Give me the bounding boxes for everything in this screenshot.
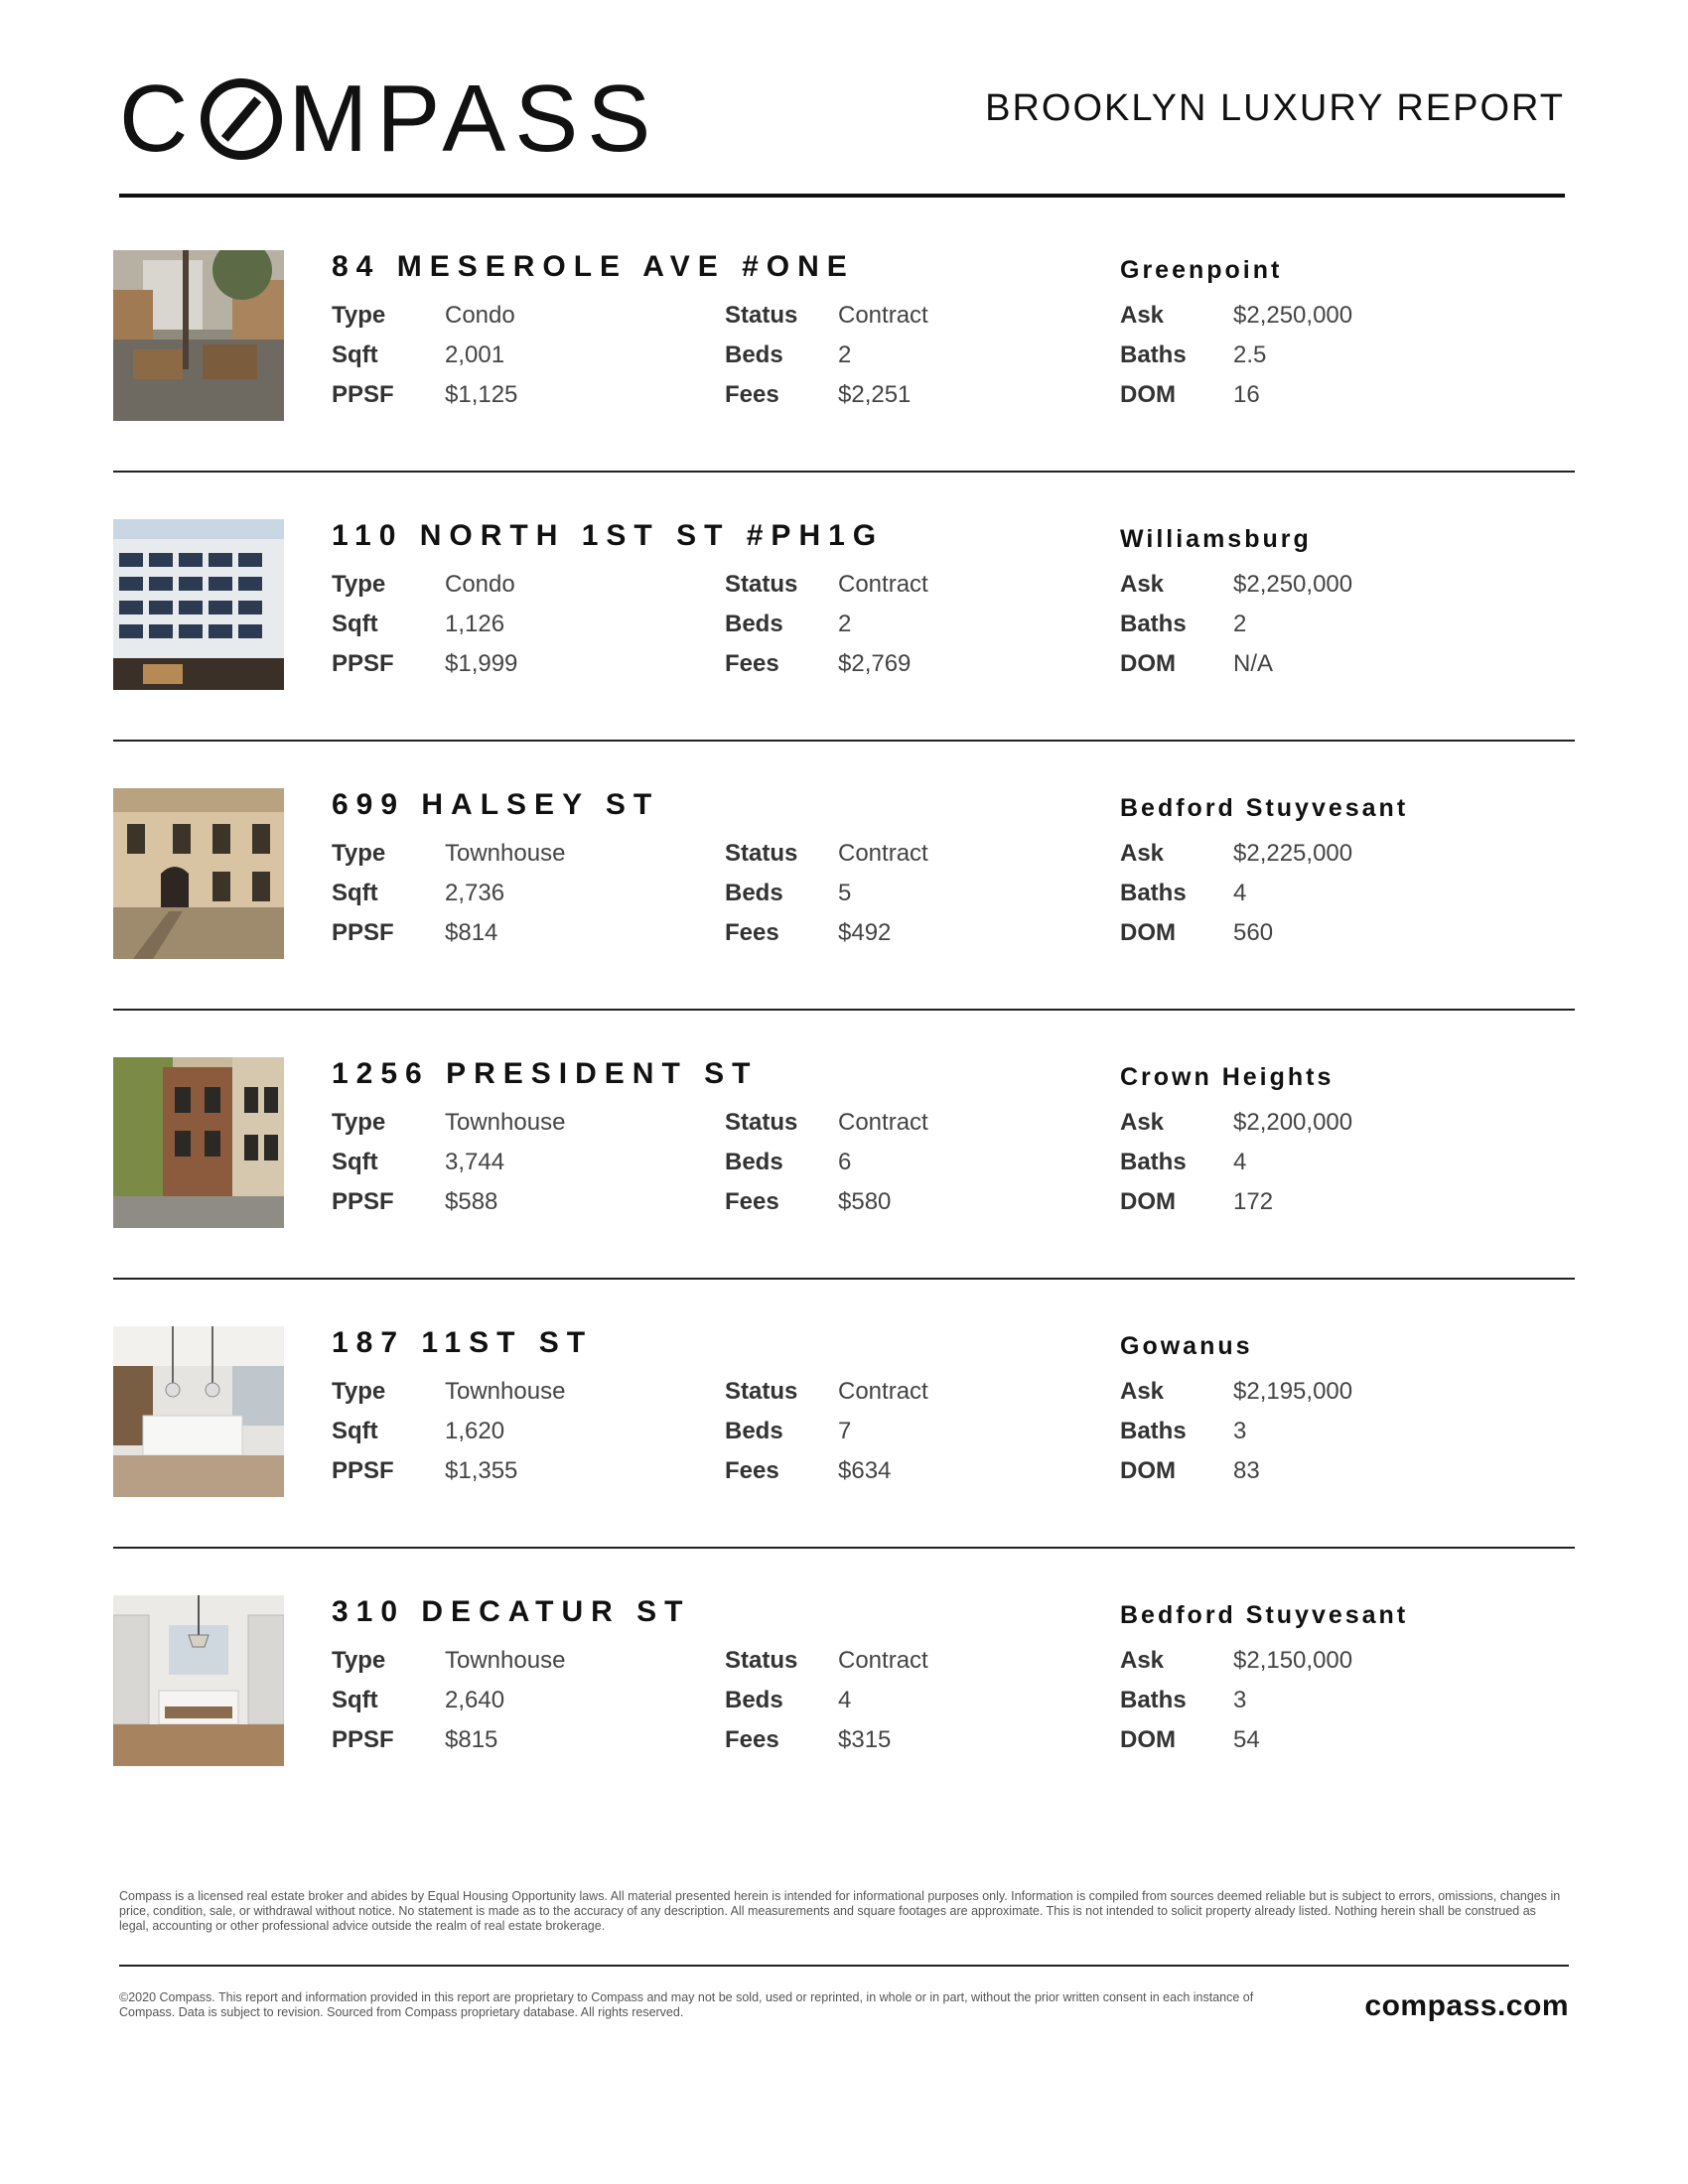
type-label: Type <box>332 302 386 329</box>
ask-value: $2,150,000 <box>1233 1647 1353 1674</box>
dom-label: DOM <box>1120 1188 1176 1215</box>
listing-neighborhood: Crown Heights <box>1120 1063 1335 1091</box>
status-value: Contract <box>838 1378 928 1405</box>
listing-neighborhood: Bedford Stuyvesant <box>1120 794 1409 822</box>
ppsf-value: $1,999 <box>445 650 518 677</box>
ask-value: $2,250,000 <box>1233 302 1353 329</box>
dom-label: DOM <box>1120 1457 1176 1484</box>
sqft-label: Sqft <box>332 341 378 368</box>
baths-label: Baths <box>1120 611 1187 637</box>
listing-divider <box>113 1278 1575 1280</box>
status-value: Contract <box>838 840 928 867</box>
ppsf-label: PPSF <box>332 919 394 946</box>
report-header <box>119 66 1565 199</box>
beds-value: 2 <box>838 611 852 637</box>
ask-label: Ask <box>1120 1109 1165 1136</box>
dom-value: 54 <box>1233 1726 1260 1753</box>
type-value: Townhouse <box>445 1109 566 1136</box>
listing-details <box>332 840 1573 959</box>
fees-value: $315 <box>838 1726 892 1753</box>
listing-address: 84 MESEROLE AVE #ONE <box>332 250 855 283</box>
ppsf-value: $814 <box>445 919 498 946</box>
listing-neighborhood: Williamsburg <box>1120 525 1312 553</box>
beds-label: Beds <box>725 611 783 637</box>
dom-value: N/A <box>1233 650 1274 677</box>
listing-address: 699 HALSEY ST <box>332 788 660 821</box>
type-value: Townhouse <box>445 1378 566 1405</box>
header-divider <box>119 194 1565 198</box>
ppsf-label: PPSF <box>332 1726 394 1753</box>
dom-label: DOM <box>1120 650 1176 677</box>
baths-value: 4 <box>1233 880 1247 906</box>
dom-value: 16 <box>1233 381 1260 408</box>
status-label: Status <box>725 840 798 867</box>
fees-value: $492 <box>838 919 892 946</box>
ask-label: Ask <box>1120 1647 1165 1674</box>
sqft-value: 2,640 <box>445 1687 505 1713</box>
fees-label: Fees <box>725 1188 779 1215</box>
website-link[interactable]: compass.com <box>1364 1989 1569 2022</box>
ask-label: Ask <box>1120 571 1165 598</box>
ask-label: Ask <box>1120 1378 1165 1405</box>
sqft-value: 3,744 <box>445 1149 505 1175</box>
listing-divider <box>113 1547 1575 1549</box>
listing-divider <box>113 471 1575 473</box>
baths-label: Baths <box>1120 1149 1187 1175</box>
ppsf-value: $1,355 <box>445 1457 518 1484</box>
ask-label: Ask <box>1120 302 1165 329</box>
fees-label: Fees <box>725 919 779 946</box>
beds-label: Beds <box>725 1149 783 1175</box>
status-value: Contract <box>838 1109 928 1136</box>
listing-details <box>332 1647 1573 1766</box>
type-value: Condo <box>445 571 515 598</box>
ask-value: $2,250,000 <box>1233 571 1353 598</box>
listing-address: 187 11ST ST <box>332 1326 594 1359</box>
baths-label: Baths <box>1120 341 1187 368</box>
beds-label: Beds <box>725 1418 783 1444</box>
beds-label: Beds <box>725 341 783 368</box>
baths-value: 2.5 <box>1233 341 1267 368</box>
dom-label: DOM <box>1120 381 1176 408</box>
listing-details <box>332 1109 1573 1228</box>
legal-disclaimer: Compass is a licensed real estate broker and abides by Equal Housing Opportunity laws. All material presented herein is intended for informational purposes only. Information is compiled from sources deemed reliable but is subject to errors, omissions, changes in price, condition, sale, or withdrawal without notice. No statement is made as to the accuracy of any description. All measurements and square footages are approximate. This is not intended to solicit property already listed. Nothing herein shall be construed as legal, accounting or other professional advice outside the realm of real estate brokerage. <box>119 1889 1561 1933</box>
fees-value: $634 <box>838 1457 892 1484</box>
ppsf-label: PPSF <box>332 1188 394 1215</box>
ask-label: Ask <box>1120 840 1165 867</box>
listing-card <box>113 250 1575 518</box>
status-label: Status <box>725 571 798 598</box>
listing-neighborhood: Bedford Stuyvesant <box>1120 1601 1409 1629</box>
type-value: Condo <box>445 302 515 329</box>
sqft-label: Sqft <box>332 1687 378 1713</box>
kitchen-photo-icon <box>113 1595 284 1766</box>
dom-label: DOM <box>1120 919 1176 946</box>
logo-letter-c: C <box>119 66 198 172</box>
beds-value: 7 <box>838 1418 852 1444</box>
type-value: Townhouse <box>445 1647 566 1674</box>
beds-value: 6 <box>838 1149 852 1175</box>
sqft-label: Sqft <box>332 880 378 906</box>
listing-address: 1256 PRESIDENT ST <box>332 1057 759 1090</box>
ask-value: $2,200,000 <box>1233 1109 1353 1136</box>
type-value: Townhouse <box>445 840 566 867</box>
listing-address: 110 NORTH 1ST ST #PH1G <box>332 519 885 552</box>
copyright-notice: ©2020 Compass. This report and information provided in this report are proprietary to Compass and may not be sold, used or reprinted, in whole or in part, without the prior written consent in each instance of Compass. Data is subject to revision. Sourced from Compass proprietary database. All rights reserved. <box>119 1990 1254 2019</box>
baths-value: 3 <box>1233 1418 1247 1444</box>
listing-card <box>113 788 1575 1056</box>
ppsf-label: PPSF <box>332 381 394 408</box>
dom-label: DOM <box>1120 1726 1176 1753</box>
rowhouse-photo-icon <box>113 1057 284 1228</box>
sqft-value: 1,126 <box>445 611 505 637</box>
type-label: Type <box>332 1109 386 1136</box>
patio-photo-icon <box>113 250 284 421</box>
sqft-label: Sqft <box>332 1149 378 1175</box>
dom-value: 83 <box>1233 1457 1260 1484</box>
ask-value: $2,195,000 <box>1233 1378 1353 1405</box>
baths-value: 2 <box>1233 611 1247 637</box>
listing-divider <box>113 1009 1575 1011</box>
baths-label: Baths <box>1120 880 1187 906</box>
fees-value: $2,251 <box>838 381 912 408</box>
sqft-label: Sqft <box>332 611 378 637</box>
ppsf-value: $588 <box>445 1188 498 1215</box>
type-label: Type <box>332 571 386 598</box>
sqft-label: Sqft <box>332 1418 378 1444</box>
fees-value: $580 <box>838 1188 892 1215</box>
baths-value: 3 <box>1233 1687 1247 1713</box>
ppsf-label: PPSF <box>332 650 394 677</box>
status-value: Contract <box>838 571 928 598</box>
listing-card <box>113 1595 1575 1863</box>
fees-value: $2,769 <box>838 650 912 677</box>
fees-label: Fees <box>725 1726 779 1753</box>
beds-label: Beds <box>725 1687 783 1713</box>
ppsf-value: $815 <box>445 1726 498 1753</box>
brownstone-photo-icon <box>113 788 284 959</box>
listing-neighborhood: Gowanus <box>1120 1332 1253 1360</box>
building-photo-icon <box>113 519 284 690</box>
listing-address: 310 DECATUR ST <box>332 1595 691 1628</box>
ppsf-value: $1,125 <box>445 381 518 408</box>
type-label: Type <box>332 840 386 867</box>
listing-neighborhood: Greenpoint <box>1120 256 1283 284</box>
beds-value: 4 <box>838 1687 852 1713</box>
status-label: Status <box>725 302 798 329</box>
listing-card <box>113 1057 1575 1325</box>
baths-label: Baths <box>1120 1687 1187 1713</box>
listing-divider <box>113 740 1575 742</box>
listing-details <box>332 1378 1573 1497</box>
logo-letters-mpass: MPASS <box>288 66 660 172</box>
listing-card <box>113 519 1575 787</box>
baths-label: Baths <box>1120 1418 1187 1444</box>
fees-label: Fees <box>725 650 779 677</box>
sqft-value: 1,620 <box>445 1418 505 1444</box>
compass-o-icon <box>201 78 282 160</box>
report-title: BROOKLYN LUXURY REPORT <box>985 87 1565 129</box>
sqft-value: 2,736 <box>445 880 505 906</box>
beds-value: 2 <box>838 341 852 368</box>
sqft-value: 2,001 <box>445 341 505 368</box>
ppsf-label: PPSF <box>332 1457 394 1484</box>
fees-label: Fees <box>725 381 779 408</box>
beds-value: 5 <box>838 880 852 906</box>
baths-value: 4 <box>1233 1149 1247 1175</box>
dom-value: 560 <box>1233 919 1274 946</box>
status-label: Status <box>725 1378 798 1405</box>
compass-logo <box>119 66 660 172</box>
kitchen-photo-icon <box>113 1326 284 1497</box>
fees-label: Fees <box>725 1457 779 1484</box>
status-label: Status <box>725 1647 798 1674</box>
status-label: Status <box>725 1109 798 1136</box>
ask-value: $2,225,000 <box>1233 840 1353 867</box>
status-value: Contract <box>838 1647 928 1674</box>
dom-value: 172 <box>1233 1188 1274 1215</box>
listing-card <box>113 1326 1575 1594</box>
listing-details <box>332 571 1573 690</box>
beds-label: Beds <box>725 880 783 906</box>
listing-details <box>332 302 1573 421</box>
footer-divider <box>119 1965 1569 1967</box>
type-label: Type <box>332 1378 386 1405</box>
type-label: Type <box>332 1647 386 1674</box>
status-value: Contract <box>838 302 928 329</box>
